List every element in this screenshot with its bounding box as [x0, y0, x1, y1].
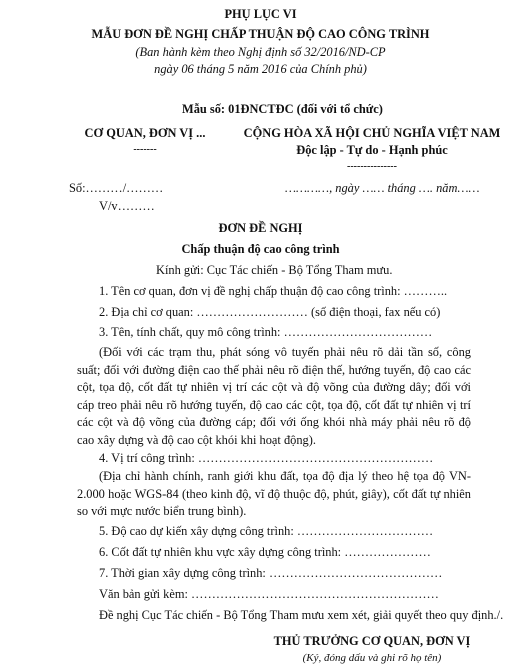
- attachments-line: Văn bản gửi kèm: ……………………………………………………: [99, 587, 439, 601]
- item-location: 4. Vị trí công trình: …………………………………………………: [99, 451, 434, 465]
- template-title: MẪU ĐƠN ĐỀ NGHỊ CHẤP THUẬN ĐỘ CAO CÔNG TRÌNH: [91, 27, 430, 41]
- document-title: ĐƠN ĐỀ NGHỊ: [218, 221, 303, 235]
- form-number-label: Mẫu số: 01ĐNCTĐC (đối với tổ chức): [182, 102, 383, 116]
- item-height: 5. Độ cao dự kiến xây dựng công trình: ……………………………: [99, 524, 434, 538]
- item-project-note: (Đối với các trạm thu, phát sóng vô tuyến phải nêu rõ dải tần số, công suất; đối với đường điện cao thế phải nêu rõ điện thế, hướng tuyến, độ cao các cột, tọa độ, cốt đất tự nhiên vị trí các cột và độ võng của đường dây; đối với cáp treo phải nêu rõ hướng tuyến, độ cao các cột, tọa độ, cốt đất tự nhiên vị trí các cột và độ võng của đường cáp; đối với ống khói nhà máy phải nêu rõ độ cao xây dựng và độ cao cột khói khi hoạt động).: [77, 345, 471, 447]
- appendix-label: PHỤ LỤC VI: [224, 7, 297, 21]
- item-project-info: 3. Tên, tính chất, quy mô công trình: ………………………………: [99, 325, 433, 339]
- item-agency-name: 1. Tên cơ quan, đơn vị đề nghị chấp thuận độ cao công trình: ………..: [99, 284, 448, 298]
- issued-line-2: ngày 06 tháng 5 năm 2016 của Chính phủ): [154, 62, 367, 76]
- agency-rule: -------: [133, 144, 157, 155]
- country-name: CỘNG HÒA XÃ HỘI CHỦ NGHĨA VIỆT NAM: [243, 126, 501, 140]
- document-subject: V/v………: [99, 199, 155, 213]
- signature-title: THỦ TRƯỞNG CƠ QUAN, ĐƠN VỊ: [273, 634, 471, 648]
- item-location-note: (Địa chỉ hành chính, ranh giới khu đất, tọa độ địa lý theo hệ tọa độ VN-2.000 hoặc WGS-84 (theo kinh độ, vĩ độ thuộc độ, phút, giây), cốt đất tự nhiên so với mực nước biển trung bình).: [77, 469, 471, 518]
- motto-rule: ---------------: [347, 161, 397, 172]
- issued-line-1: (Ban hành kèm theo Nghị định số 32/2016/ND-CP: [135, 45, 386, 59]
- agency-name: CƠ QUAN, ĐƠN VỊ ...: [84, 126, 206, 140]
- recipient-line: Kính gửi: Cục Tác chiến - Bộ Tổng Tham mưu.: [156, 263, 393, 277]
- item-ground-level: 6. Cốt đất tự nhiên khu vực xây dựng công trình: …………………: [99, 545, 431, 559]
- item-agency-address: 2. Địa chỉ cơ quan: ……………………… (số điện thoại, fax nếu có): [99, 305, 441, 319]
- document-date: …………, ngày …… tháng …. năm……: [285, 181, 480, 195]
- document-number: Số:………/………: [69, 181, 164, 195]
- document-subtitle: Chấp thuận độ cao công trình: [181, 242, 340, 256]
- closing-request: Đề nghị Cục Tác chiến - Bộ Tổng Tham mưu xem xét, giải quyết theo quy định./.: [99, 608, 504, 622]
- signature-note: (Ký, đóng dấu và ghi rõ họ tên): [302, 652, 442, 664]
- item-construction-time: 7. Thời gian xây dựng công trình: ……………………………………: [99, 566, 443, 580]
- national-motto: Độc lập - Tự do - Hạnh phúc: [296, 143, 448, 157]
